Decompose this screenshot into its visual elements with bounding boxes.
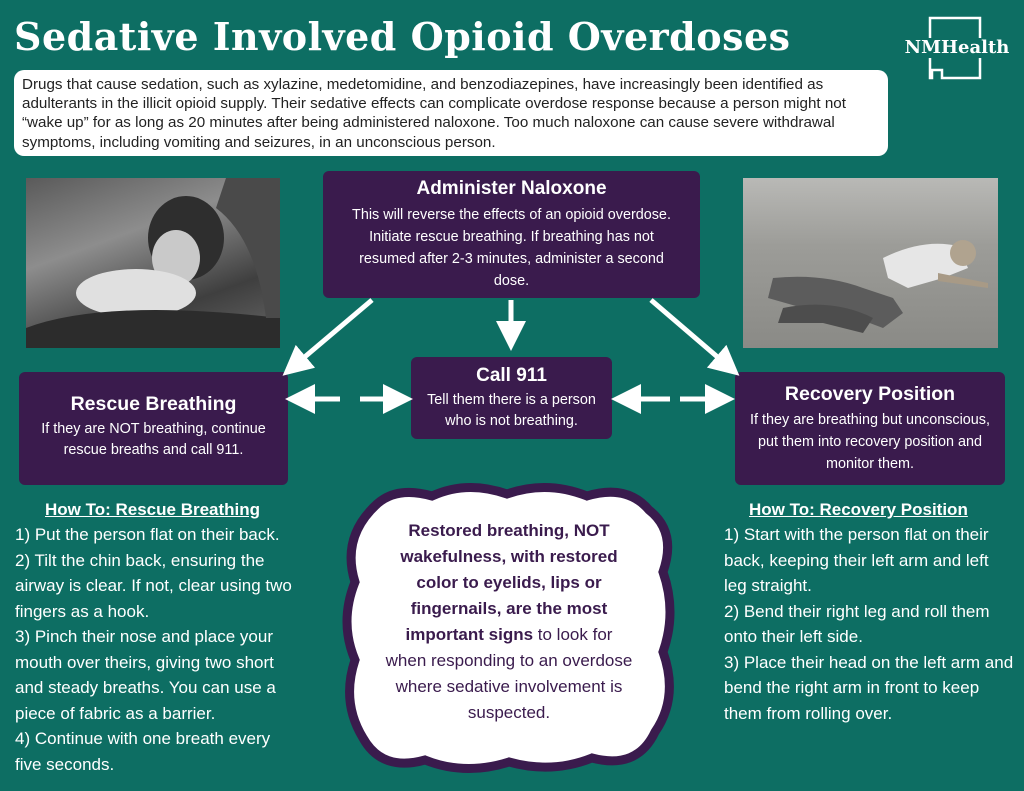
callout-rest: to look for when responding to an overdose where sedative involvement is suspected. [385,625,633,722]
callout-bold: Restored breathing, NOT wakefulness, with restored color to eyelids, lips or fingernails, are the most important signs [400,521,618,644]
call-911-body: Tell them there is a person who is not breathing. [427,392,596,429]
howto-recovery-title: How To: Recovery Position [749,500,968,519]
howto-rescue-steps [15,522,300,777]
call-911-title: Call 911 [476,365,547,386]
important-signs-callout [337,482,681,775]
howto-rescue-title: How To: Rescue Breathing [45,500,261,519]
arrow-naloxone-to-recovery [651,300,728,366]
rescue-step: 4) Continue with one breath every five seconds. [15,729,271,774]
naloxone-title: Administer Naloxone [416,178,607,199]
rescue-step: 3) Pinch their nose and place your mouth over theirs, giving two short and steady breaths. You can use a piece of fabric as a barrier. [15,627,276,723]
recovery-position-body: If they are breathing but unconscious, put them into recovery position and monitor them. [750,412,990,472]
rescue-breathing-body: If they are NOT breathing, continue rescue breaths and call 911. [41,421,266,458]
logo-text: NMHealth [902,38,1012,58]
page-title: Sedative Involved Opioid Overdoses [14,14,791,59]
intro-text: Drugs that cause sedation, such as xylazine, medetomidine, and benzodiazepines, have increasingly been identified as adulterants in the illicit opioid supply. Their sedative effects can complicate overdose response because a person might not “wake up” for as long as 20 minutes after being administered naloxone. Too much naloxone can cause severe withdrawal symptoms, including vomiting and seizures, in an unconscious person. [22,76,846,151]
rescue-breathing-title: Rescue Breathing [70,393,237,415]
recovery-step: 1) Start with the person flat on their back, keeping their left arm and left leg straight. [724,525,989,595]
recovery-position-title: Recovery Position [784,383,956,405]
howto-recovery-steps [724,522,1014,726]
naloxone-body: This will reverse the effects of an opioid overdose. Initiate rescue breathing. If breathing has not resumed after 2-3 minutes, administer a second dose. [352,207,671,289]
recovery-step: 2) Bend their right leg and roll them onto their left side. [724,601,990,646]
arrow-naloxone-to-rescue [294,300,372,366]
callout-text [385,518,633,726]
rescue-step: 2) Tilt the chin back, ensuring the airway is clear. If not, clear using two fingers as a hook. [15,550,292,621]
recovery-step: 3) Place their head on the left arm and bend the right arm in front to keep them from rolling over. [724,652,1014,723]
rescue-step: 1) Put the person flat on their back. [15,525,280,544]
